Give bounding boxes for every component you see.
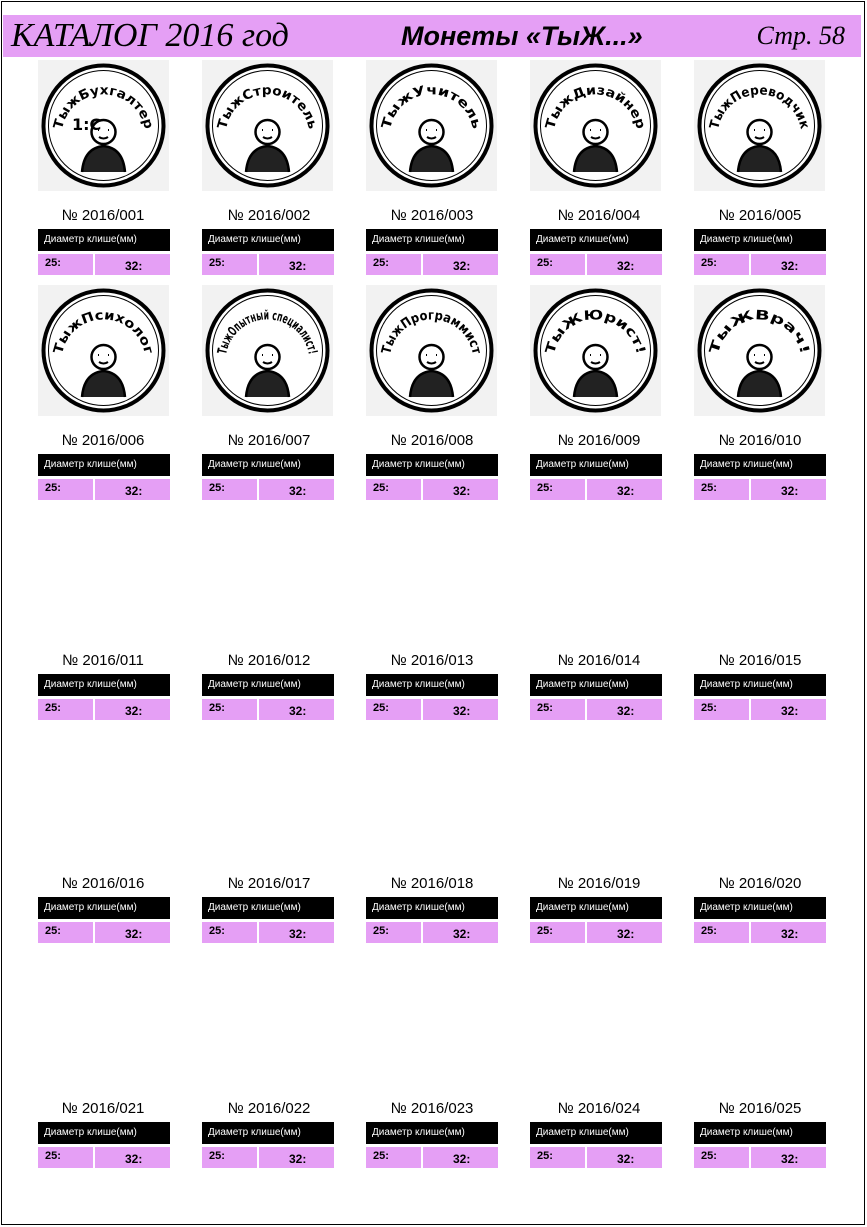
coin-image: [38, 60, 169, 191]
diameter-heading: Диаметр клише(мм): [694, 897, 826, 919]
size-32-field: 32:: [423, 922, 498, 943]
diameter-heading: Диаметр клише(мм): [694, 229, 826, 251]
catalog-number: № 2016/011: [62, 652, 144, 669]
catalog-number: № 2016/022: [227, 1100, 311, 1117]
size-25-field: 25:: [366, 254, 421, 275]
diameter-table: [366, 674, 498, 720]
coin-image: [202, 285, 333, 416]
size-25-field: 25:: [38, 699, 93, 720]
coin-ring-text: ТыжПсихолог: [51, 308, 156, 356]
catalog-number: № 2016/015: [718, 652, 802, 669]
catalog-number: № 2016/024: [557, 1100, 641, 1117]
coin-image: [530, 60, 661, 191]
coin-ring-text: ТыЖЮрист!: [543, 308, 648, 356]
coin-image: [366, 285, 497, 416]
diameter-heading: Диаметр клише(мм): [202, 1122, 334, 1144]
size-32-field: 32:: [259, 254, 334, 275]
size-25-field: 25:: [694, 1147, 749, 1168]
catalog-number: № 2016/007: [227, 432, 311, 449]
size-32-field: 32:: [751, 699, 826, 720]
diameter-table: [202, 897, 334, 943]
catalog-number: № 2016/018: [390, 875, 474, 892]
diameter-table: [202, 454, 334, 500]
size-25-field: 25:: [202, 1147, 257, 1168]
catalog-number: № 2016/010: [718, 432, 802, 449]
coin-ring-text: ТыжДизайнер: [543, 83, 648, 131]
size-32-field: 32:: [95, 922, 170, 943]
diameter-table: [366, 897, 498, 943]
diameter-table: [694, 454, 826, 500]
coin-badge-text: 1:С: [72, 115, 102, 134]
size-32-field: 32:: [259, 699, 334, 720]
catalog-number: № 2016/020: [718, 875, 802, 892]
coin-image: [530, 285, 661, 416]
size-32-field: 32:: [95, 699, 170, 720]
diameter-table: [366, 454, 498, 500]
coin-image: [202, 60, 333, 191]
coin-image: [694, 60, 825, 191]
diameter-heading: Диаметр клише(мм): [202, 229, 334, 251]
size-32-field: 32:: [95, 479, 170, 500]
diameter-heading: Диаметр клише(мм): [366, 454, 498, 476]
diameter-table: [38, 454, 170, 500]
size-32-field: 32:: [259, 479, 334, 500]
size-32-field: 32:: [259, 922, 334, 943]
diameter-table: [366, 229, 498, 275]
size-25-field: 25:: [366, 1147, 421, 1168]
coin-ring-text: ТыЖВрач!: [707, 308, 812, 356]
size-25-field: 25:: [530, 1147, 585, 1168]
coin-image: [38, 285, 169, 416]
size-25-field: 25:: [202, 254, 257, 275]
size-32-field: 32:: [587, 254, 662, 275]
size-32-field: 32:: [587, 699, 662, 720]
diameter-table: [530, 1122, 662, 1168]
series-title: Монеты «ТыЖ...»: [401, 21, 643, 51]
size-32-field: 32:: [751, 479, 826, 500]
diameter-heading: Диаметр клише(мм): [694, 1122, 826, 1144]
catalog-number: № 2016/004: [557, 207, 641, 224]
catalog-number: № 2016/025: [718, 1100, 802, 1117]
catalog-number: № 2016/005: [718, 207, 802, 224]
page-number: Стр. 58: [756, 21, 845, 50]
catalog-number: № 2016/021: [61, 1100, 145, 1117]
diameter-table: [530, 454, 662, 500]
diameter-heading: Диаметр клише(мм): [366, 229, 498, 251]
diameter-table: [38, 229, 170, 275]
catalog-number: № 2016/023: [390, 1100, 474, 1117]
size-32-field: 32:: [751, 1147, 826, 1168]
coin-ring-text: ТыжПрограммист: [379, 308, 484, 357]
catalog-number: № 2016/006: [61, 432, 145, 449]
coin-ring-text: ТыжОпытный специалист!: [215, 307, 321, 358]
size-25-field: 25:: [366, 922, 421, 943]
size-32-field: 32:: [259, 1147, 334, 1168]
diameter-heading: Диаметр клише(мм): [38, 1122, 170, 1144]
catalog-number: № 2016/012: [227, 652, 311, 669]
size-32-field: 32:: [751, 922, 826, 943]
size-25-field: 25:: [694, 479, 749, 500]
diameter-heading: Диаметр клише(мм): [530, 897, 662, 919]
size-25-field: 25:: [694, 922, 749, 943]
size-32-field: 32:: [587, 479, 662, 500]
size-25-field: 25:: [694, 699, 749, 720]
size-25-field: 25:: [38, 254, 93, 275]
coin-ring-text: ТыжПереводчик: [707, 83, 812, 132]
coin-image: [366, 60, 497, 191]
diameter-table: [38, 674, 170, 720]
diameter-heading: Диаметр клише(мм): [202, 897, 334, 919]
size-32-field: 32:: [423, 254, 498, 275]
diameter-heading: Диаметр клише(мм): [38, 897, 170, 919]
size-25-field: 25:: [38, 922, 93, 943]
size-32-field: 32:: [423, 479, 498, 500]
size-25-field: 25:: [530, 922, 585, 943]
size-25-field: 25:: [366, 699, 421, 720]
catalog-number: № 2016/001: [61, 207, 145, 224]
diameter-table: [38, 1122, 170, 1168]
size-25-field: 25:: [202, 479, 257, 500]
diameter-heading: Диаметр клише(мм): [694, 674, 826, 696]
diameter-table: [202, 674, 334, 720]
diameter-table: [530, 897, 662, 943]
diameter-table: [694, 674, 826, 720]
catalog-number: № 2016/003: [390, 207, 474, 224]
diameter-table: [366, 1122, 498, 1168]
diameter-table: [38, 897, 170, 943]
size-25-field: 25:: [38, 479, 93, 500]
size-32-field: 32:: [95, 254, 170, 275]
diameter-table: [694, 1122, 826, 1168]
catalog-title: КАТАЛОГ 2016 год: [11, 17, 289, 54]
diameter-heading: Диаметр клише(мм): [530, 454, 662, 476]
diameter-table: [694, 897, 826, 943]
coin-ring-text: ТыжУчитель: [379, 83, 484, 131]
catalog-number: № 2016/019: [557, 875, 641, 892]
catalog-header: [3, 15, 861, 57]
diameter-heading: Диаметр клише(мм): [530, 229, 662, 251]
diameter-heading: Диаметр клише(мм): [366, 1122, 498, 1144]
catalog-number: № 2016/013: [390, 652, 474, 669]
diameter-heading: Диаметр клише(мм): [202, 674, 334, 696]
diameter-heading: Диаметр клише(мм): [366, 897, 498, 919]
size-32-field: 32:: [423, 1147, 498, 1168]
catalog-number: № 2016/017: [227, 875, 311, 892]
diameter-table: [202, 1122, 334, 1168]
size-25-field: 25:: [530, 699, 585, 720]
size-32-field: 32:: [587, 1147, 662, 1168]
catalog-number: № 2016/002: [227, 207, 311, 224]
size-32-field: 32:: [751, 254, 826, 275]
diameter-table: [694, 229, 826, 275]
diameter-heading: Диаметр клише(мм): [38, 229, 170, 251]
size-32-field: 32:: [587, 922, 662, 943]
diameter-table: [530, 229, 662, 275]
diameter-heading: Диаметр клише(мм): [530, 674, 662, 696]
size-25-field: 25:: [38, 1147, 93, 1168]
diameter-heading: Диаметр клише(мм): [202, 454, 334, 476]
catalog-number: № 2016/014: [557, 652, 641, 669]
catalog-number: № 2016/009: [557, 432, 641, 449]
size-32-field: 32:: [95, 1147, 170, 1168]
diameter-heading: Диаметр клише(мм): [366, 674, 498, 696]
size-25-field: 25:: [202, 699, 257, 720]
size-25-field: 25:: [694, 254, 749, 275]
size-32-field: 32:: [423, 699, 498, 720]
size-25-field: 25:: [202, 922, 257, 943]
coin-image: [694, 285, 825, 416]
diameter-heading: Диаметр клише(мм): [38, 454, 170, 476]
diameter-heading: Диаметр клише(мм): [694, 454, 826, 476]
diameter-table: [530, 674, 662, 720]
diameter-heading: Диаметр клише(мм): [38, 674, 170, 696]
size-25-field: 25:: [530, 254, 585, 275]
size-25-field: 25:: [530, 479, 585, 500]
size-25-field: 25:: [366, 479, 421, 500]
diameter-table: [202, 229, 334, 275]
coin-ring-text: ТыжСтроитель: [215, 83, 320, 131]
coin-ring-text: ТыжБухгалтер: [51, 83, 156, 131]
catalog-number: № 2016/008: [390, 432, 474, 449]
catalog-number: № 2016/016: [61, 875, 145, 892]
diameter-heading: Диаметр клише(мм): [530, 1122, 662, 1144]
